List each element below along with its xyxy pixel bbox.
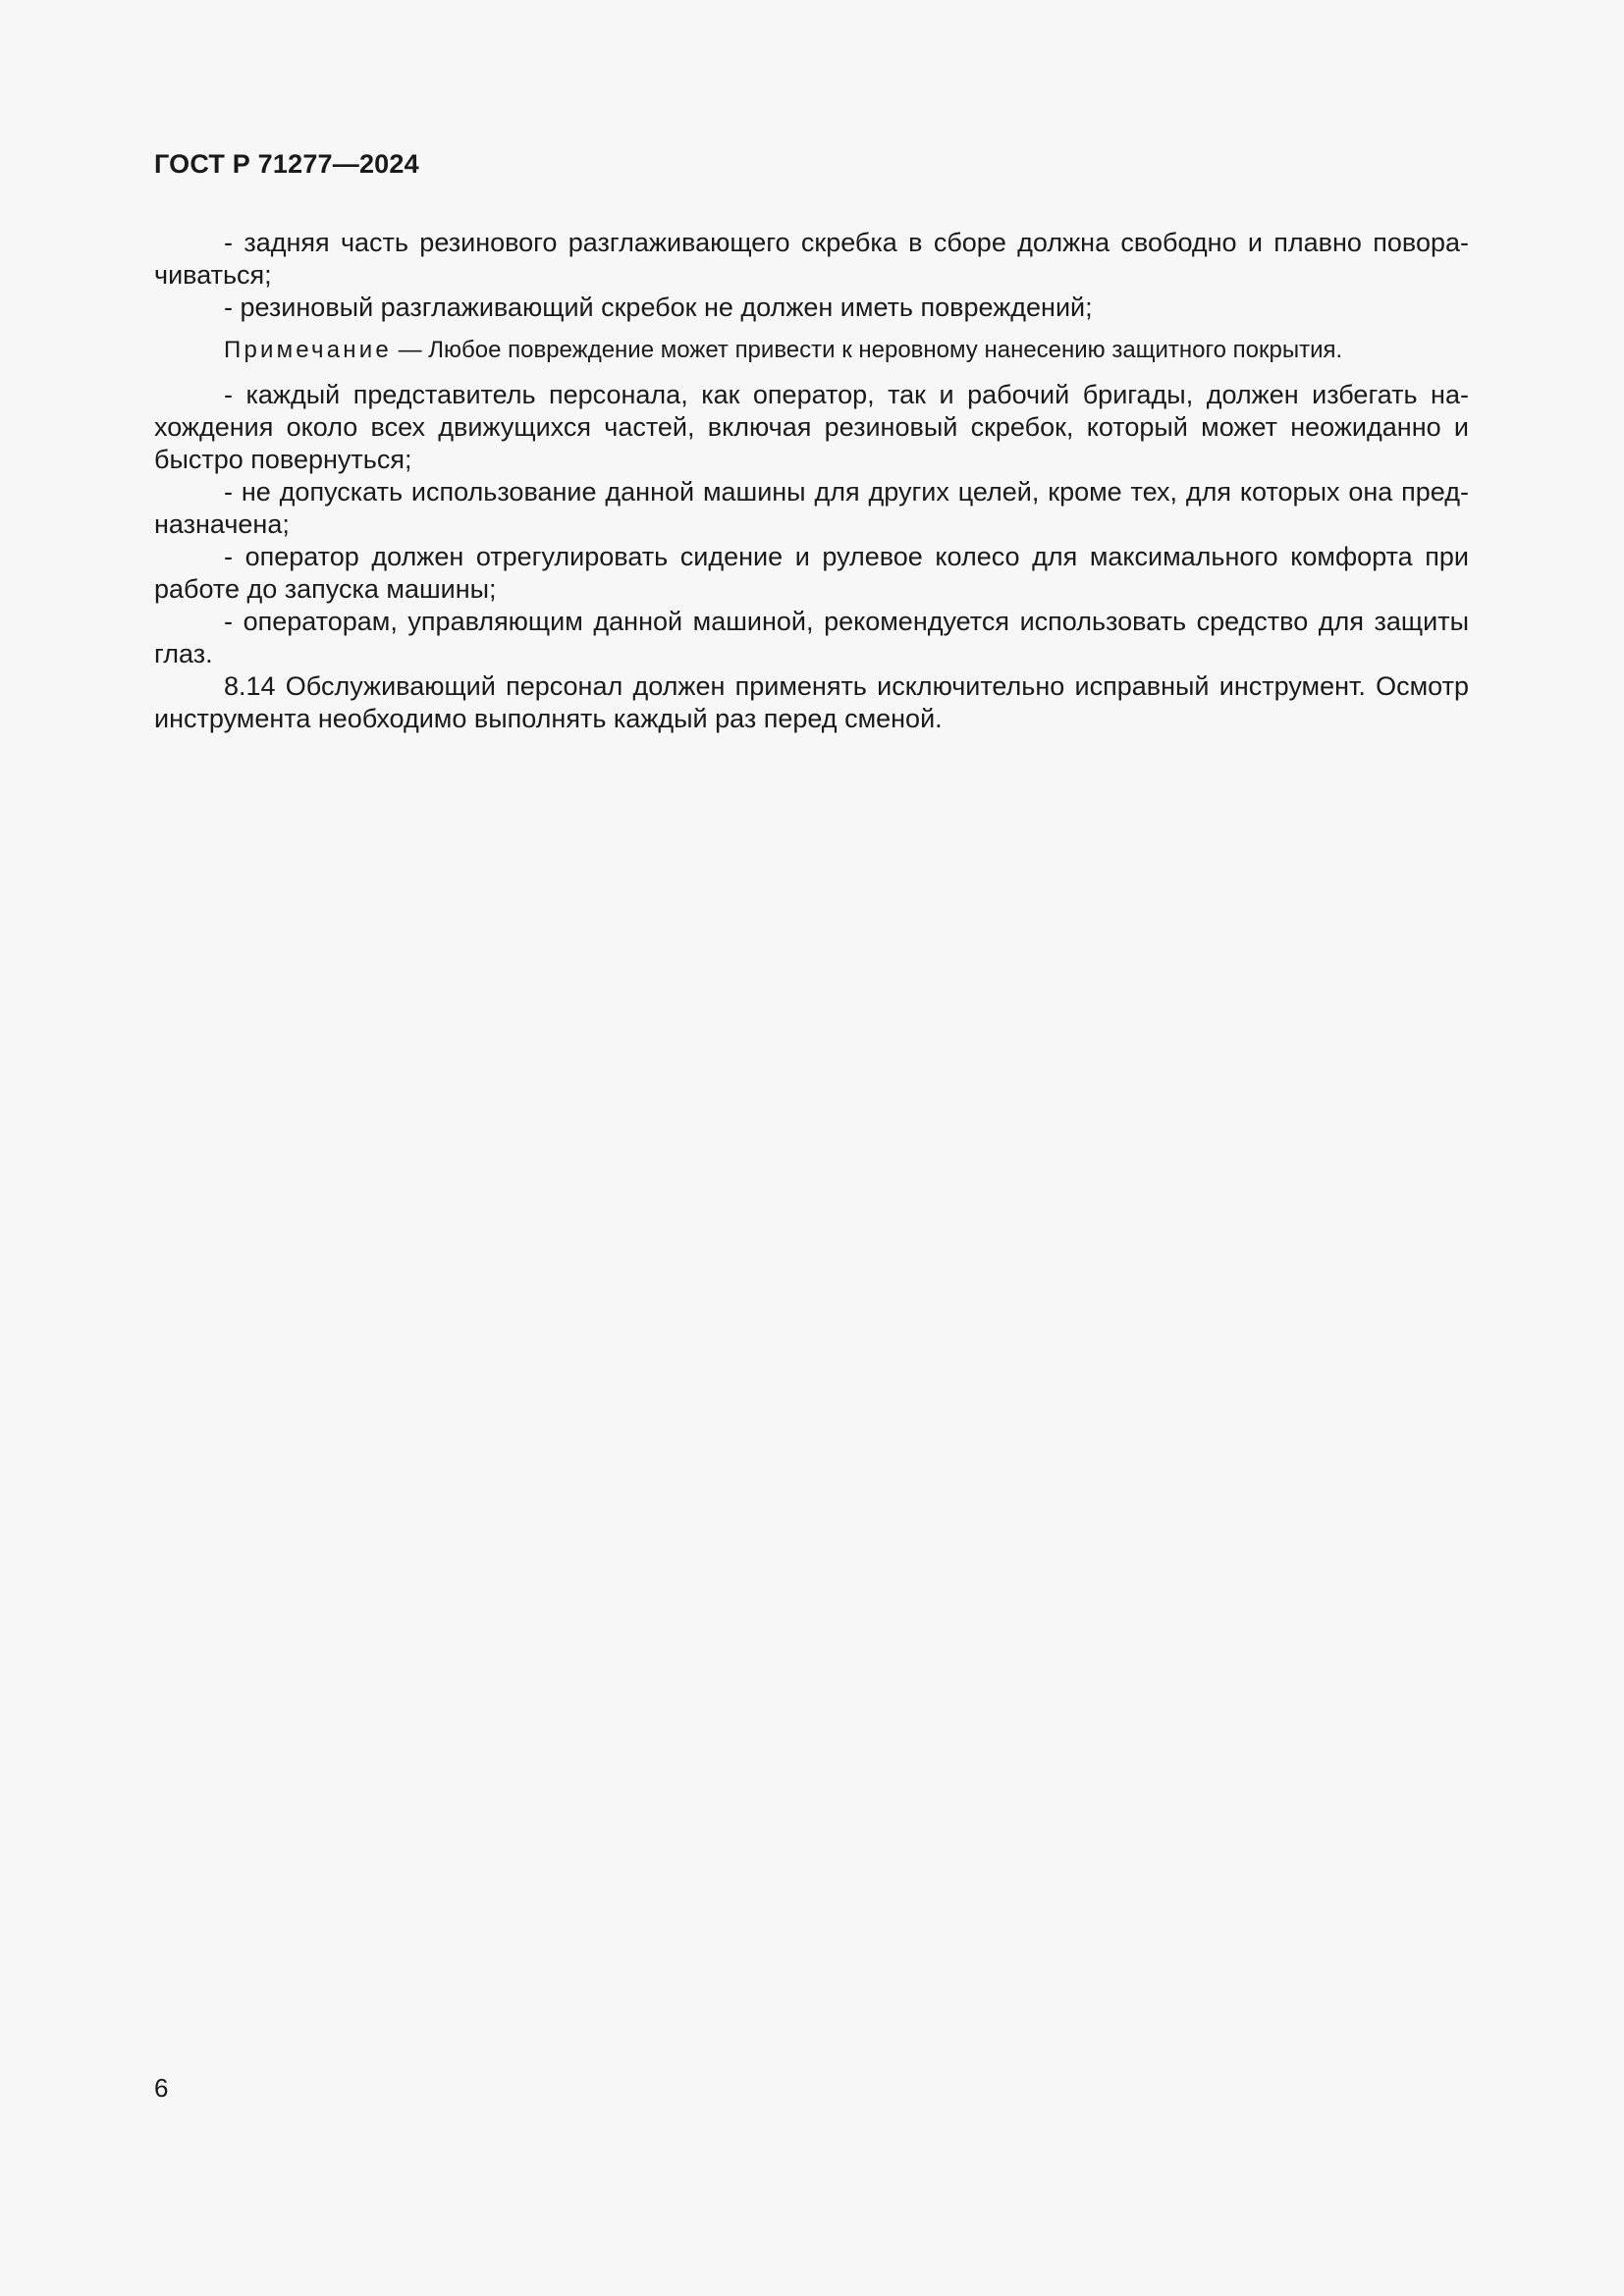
page-number: 6 — [154, 2073, 169, 2103]
document-body — [154, 227, 1469, 735]
note-label: Примечание — [224, 337, 392, 363]
document-header: ГОСТ Р 71277—2024 — [154, 149, 419, 179]
note-text: — Любое повреждение может привести к неровному нанесению защитного покрытия. — [391, 337, 1343, 363]
note — [154, 336, 1469, 365]
paragraph-moving-parts: - каждый представитель персонала, как оператор, так и рабочий бригады, должен избегать нахождения около всех движущихся частей, включая резиновый скребок, который может неожиданно и быстро повернуться; — [154, 380, 1469, 474]
paragraph-seat-adjustment: - оператор должен отрегулировать сидение и рулевое колесо для максимального комфорта при работе до запуска машины; — [154, 542, 1469, 604]
paragraph-intended-use: - не допускать использование данной машины для других целей, кроме тех, для которых она предназначена; — [154, 477, 1469, 539]
paragraph-section-8-14: 8.14 Обслуживающий персонал должен применять исключительно исправный инструмент. Осмотр инструмента необходимо выполнять каждый раз перед сменой. — [154, 671, 1469, 733]
paragraph-scraper-rotation: - задняя часть резинового разглаживающего скребка в сборе должна свободно и плавно поворачиваться; — [154, 228, 1469, 290]
paragraph-eye-protection: - операторам, управляющим данной машиной, рекомендуется использовать средство для защиты глаз. — [154, 607, 1469, 668]
paragraph-scraper-damage: - резиновый разглаживающий скребок не должен иметь повреждений; — [224, 293, 1093, 322]
